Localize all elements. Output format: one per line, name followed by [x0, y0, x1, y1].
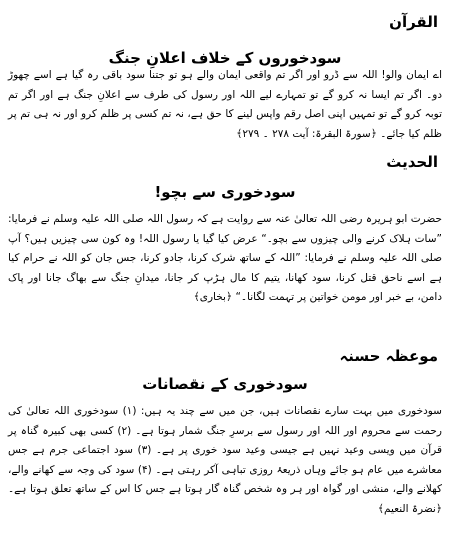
mauiza-heading: موعظہ حسنہ: [339, 347, 438, 365]
quran-heading: القرآن: [389, 13, 438, 31]
quran-verse-text: اے ایمان والو! اللہ سے ڈرو اور اگر تم واقعی ایمان والے ہو تو جتنا سود باقی رہ گیا ہے اسے چھوڑ دو۔ اگر تم ایسا نہ کرو گے تو تمہارے لیے اللہ اور رسول کی طرف سے اعلانِ جنگ ہے اور اگر تم توبہ کرو گے تو تمہیں اپنی اصل رقم واپس لینے کا حق ہے، نہ تم کسی پر ظلم کرو اور نہ ہی تم پر ظلم کیا جائے۔ ﴿سورۃ البقرۃ: آیت ۲۷۸ ۔ ۲۷۹﴾: [8, 69, 442, 140]
mauiza-title: سودخوری کے نقصانات: [142, 375, 308, 393]
hadith-heading: الحدیث: [386, 153, 438, 171]
quran-title: سودخوروں کے خلاف اعلانِ جنگ: [108, 49, 342, 67]
document-page: [6, 4, 444, 546]
hadith-text: حضرت ابو ہریرہ رضی اللہ تعالیٰ عنہ سے روایت ہے کہ رسول اللہ صلی اللہ علیہ وسلم نے فرمایا: ”سات ہلاک کرنے والی چیزوں سے بچو۔“ عرض کیا گیا یا رسول اللہ! وہ کون سی چیزیں ہیں؟ آپ صلی اللہ علیہ وسلم نے فرمایا: ”اللہ کے ساتھ شرک کرنا، جادو کرنا، جس جان کو اللہ نے حرام کیا ہے اسے ناحق قتل کرنا، سود کھانا، یتیم کا مال ہڑپ کر جانا، میدانِ جنگ سے بھاگ جانا اور پاک دامن، بے خبر اور مومن خواتین پر تہمت لگانا۔“ ﴿بخاری﴾: [8, 213, 442, 303]
hadith-title: سودخوری سے بچو!: [154, 183, 296, 201]
mauiza-text: سودخوری میں بہت سارے نقصانات ہیں، جن میں سے چند یہ ہیں: (۱) سودخوری اللہ تعالیٰ کی رحمت سے محروم اور اللہ اور رسول سے برسرِ جنگ شمار ہوتا ہے۔ (۲) کسی بھی کبیرہ گناہ پر قرآن میں ویسی وعید نہیں ہے جیسی وعید سود خوری پر ہے۔ (۳) سود اجتماعی جرم ہے جس معاشرے میں عام ہو جائے وہاں ذریعۂ روزی تباہی آکر رہتی ہے۔ (۴) سود کی وجہ سے کھانے والے، کھلانے والے، منشی اور گواہ اور ہر وہ شخص گناہ گار ہوتا ہے جس کا اس کے ساتھ تعلق ہوتا ہے۔ ﴿نضرۃ النعیم﴾: [8, 405, 442, 515]
